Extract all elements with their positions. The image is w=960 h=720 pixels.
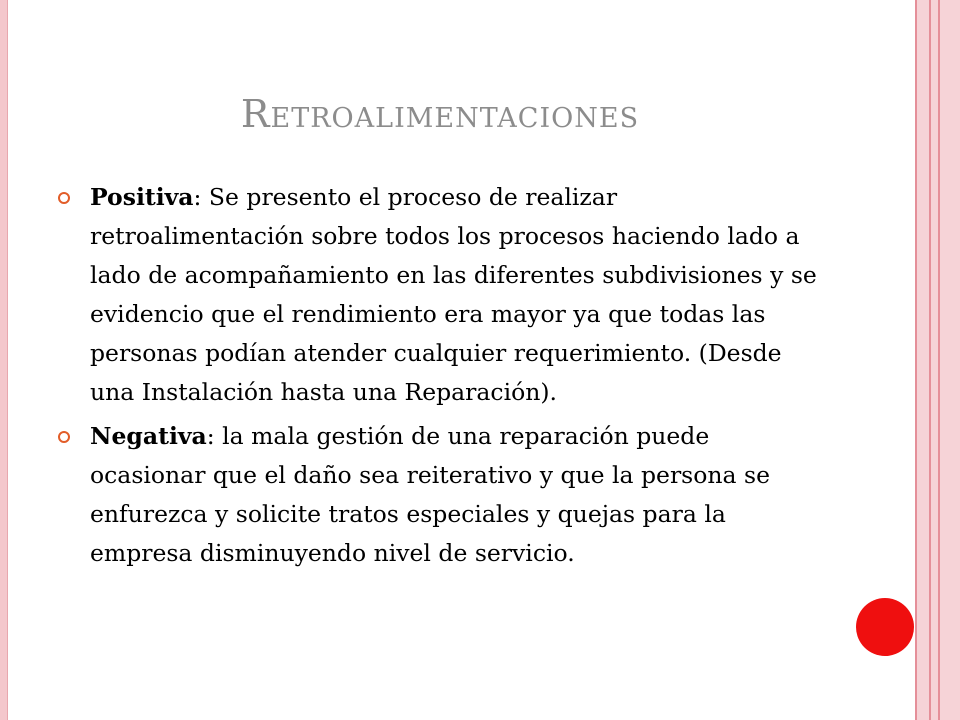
item-label: Negativa (90, 422, 207, 450)
item-text: : Se presento el proceso de realizar retroalimentación sobre todos los procesos haciendo lado a lado de acompañamiento en las diferentes subdivisiones y se evidencio que el rendimiento era mayor ya que todas las personas podían atender cualquier requerimiento. (Desde una Instalación hasta una Reparación). (90, 183, 817, 406)
bullet-icon (58, 192, 70, 204)
item-label: Positiva (90, 183, 194, 211)
list-item-positiva (58, 178, 828, 412)
red-circle-decoration (856, 598, 914, 656)
stripe-band (940, 0, 960, 720)
list-item-negativa (58, 417, 828, 573)
right-decorative-stripes (915, 0, 960, 720)
stripe-band (931, 0, 938, 720)
bullet-icon (58, 431, 70, 443)
bullet-list (58, 178, 828, 578)
item-text: : la mala gestión de una reparación puede ocasionar que el daño sea reiterativo y que la persona se enfurezca y solicite tratos especiales y quejas para la empresa disminuyendo nivel de servicio. (90, 422, 770, 567)
slide-title: Retroalimentaciones (240, 92, 640, 136)
stripe-band (917, 0, 929, 720)
